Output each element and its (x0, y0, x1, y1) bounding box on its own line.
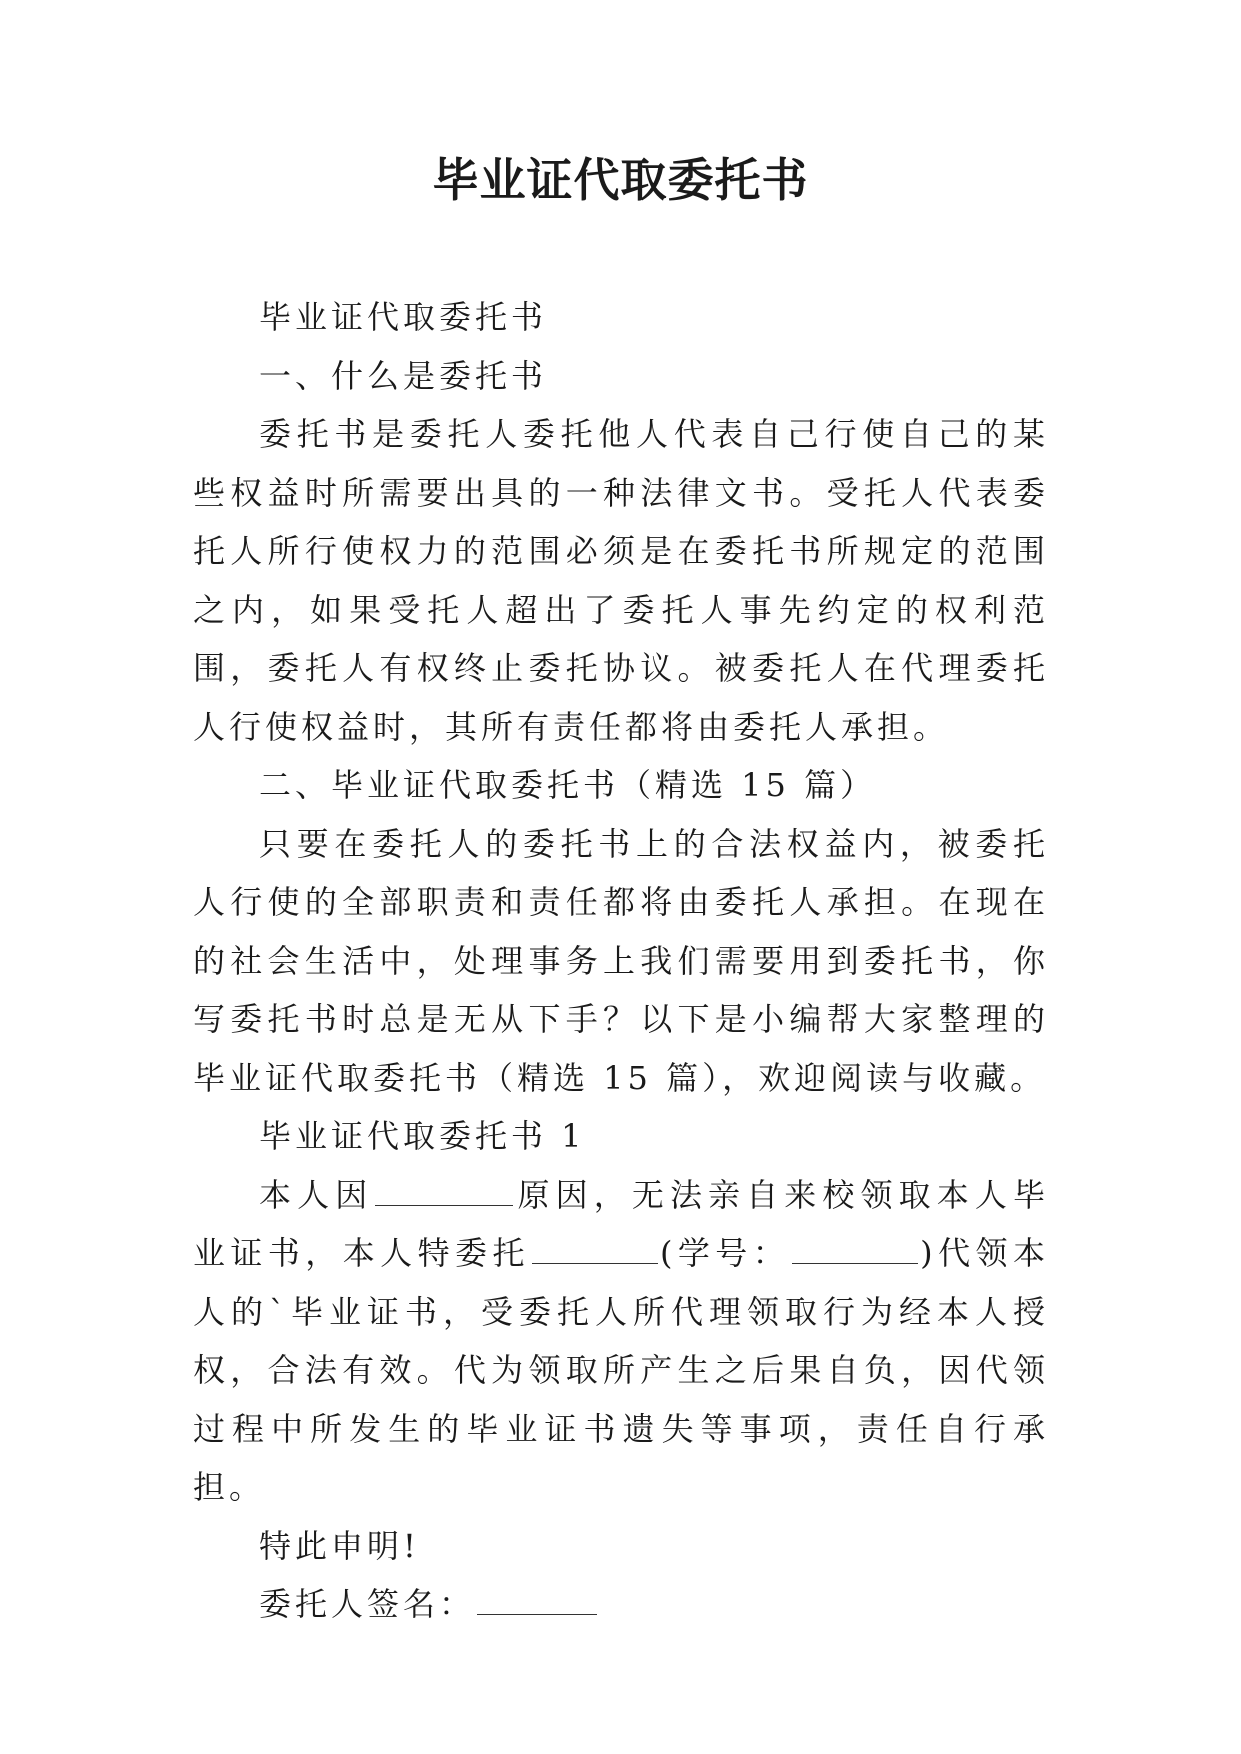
paragraph-authorization (193, 1166, 1049, 1517)
trustee-name-blank (532, 1233, 658, 1264)
text-segment: 本人因 (259, 1175, 374, 1214)
document-title: 毕业证代取委托书 (432, 153, 809, 207)
sample-heading-1: 毕业证代取委托书 1 (259, 1117, 586, 1155)
text-segment: (学号： (659, 1234, 791, 1272)
student-id-blank (792, 1233, 918, 1264)
text-segment: 原因，无法亲自来校领取本人毕业证书，本人特委托 (193, 1175, 1049, 1272)
paragraph-intro: 只要在委托人的委托书上的合法权益内，被委托人行使的全部职责和责任都将由委托人承担。在现在的社会生活中，处理事务上我们需要用到委托书，你写委托书时总是无从下手？以下是小编帮大家整理的毕业证代取委托书（精选 15 篇），欢迎阅读与收藏。 (193, 824, 1049, 1097)
document-body (193, 288, 1049, 1634)
signature-label: 委托人签名： (259, 1585, 476, 1623)
paragraph-doc-name: 毕业证代取委托书 (259, 298, 548, 336)
text-segment: )代领本人的`毕业证书，受委托人所代理领取行为经本人授权，合法有效。代为领取所产生之后果自负，因代领过程中所发生的毕业证书遗失等事项，责任自行承担。 (193, 1234, 1049, 1506)
paragraph-declaration: 特此申明! (259, 1526, 420, 1565)
paragraph-definition: 委托书是委托人委托他人代表自己行使自己的某些权益时所需要出具的一种法律文书。受托人代表委托人所行使权力的范围必须是在委托书所规定的范围之内，如果受托人超出了委托人事先约定的权利范围，委托人有权终止委托协议。被委托人在代理委托人行使权益时，其所有责任都将由委托人承担。 (193, 415, 1049, 746)
signature-blank (477, 1584, 597, 1615)
signature-line (193, 1575, 1049, 1634)
section-heading-samples: 二、毕业证代取委托书（精选 15 篇） (259, 766, 877, 804)
section-heading-what-is: 一、什么是委托书 (259, 356, 548, 395)
reason-blank (375, 1175, 513, 1206)
